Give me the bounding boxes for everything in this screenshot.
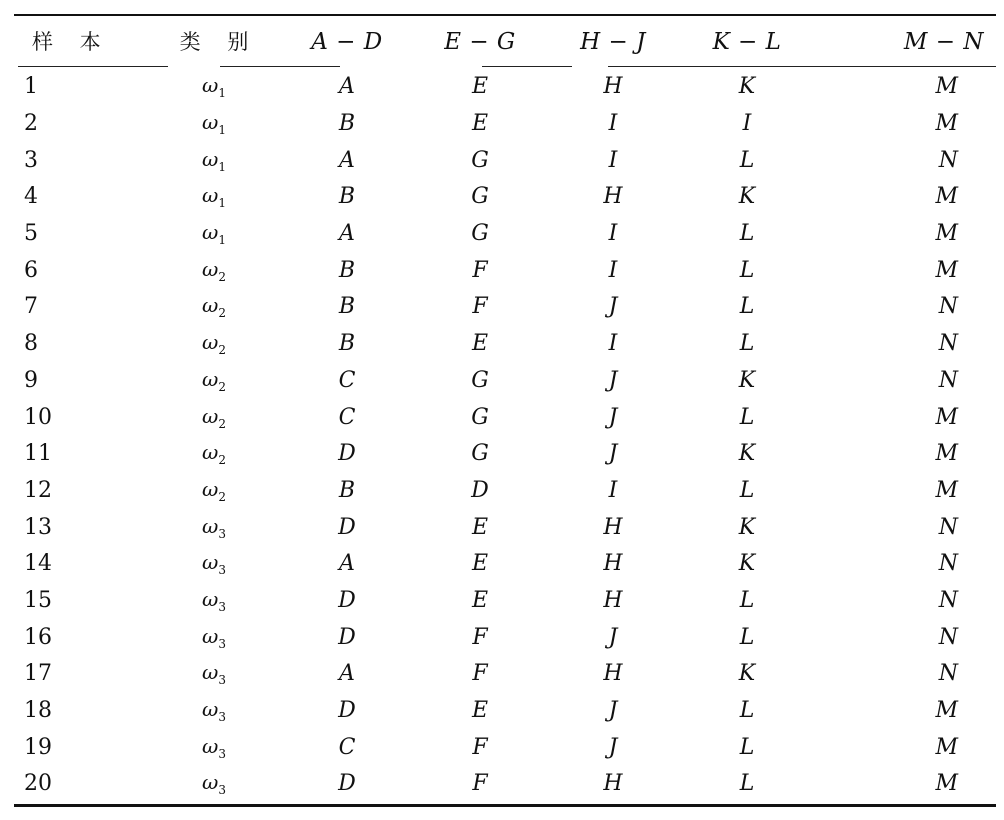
table-row [14, 216, 996, 253]
sample-cell: 2 [24, 111, 38, 137]
class-index: 3 [218, 599, 226, 614]
ad-cell: A [339, 551, 355, 577]
eg-cell: G [471, 221, 489, 247]
class-symbol: ω [202, 770, 219, 795]
hj-cell: I [608, 147, 618, 173]
class-symbol: ω [202, 146, 219, 171]
ad-cell: B [338, 331, 356, 357]
class-cell [148, 295, 280, 319]
eg-cell: E [471, 74, 489, 100]
kl-cell: L [739, 587, 755, 613]
ad-cell: A [339, 221, 355, 247]
class-symbol: ω [202, 660, 219, 685]
mn-cell: N [938, 367, 958, 393]
sample-cell: 16 [24, 624, 52, 650]
class-cell [148, 733, 280, 761]
table-row [14, 363, 996, 400]
ad-cell: A [339, 74, 355, 100]
ad-cell: A [339, 147, 355, 173]
hj-cell: J [608, 698, 618, 724]
eg-cell: F [472, 624, 488, 650]
class-cell [148, 442, 280, 466]
class-cell [148, 256, 280, 284]
ad-cell: D [338, 771, 356, 797]
class-symbol: ω [202, 293, 219, 318]
kl-cell: K [738, 367, 756, 393]
class-cell [148, 772, 280, 796]
mn-cell: N [938, 551, 958, 577]
hj-cell: H [603, 514, 623, 540]
kl-cell: L [739, 698, 755, 724]
ad-cell: C [338, 734, 356, 760]
class-cell [148, 146, 280, 174]
kl-cell: K [738, 74, 756, 100]
class-index: 3 [218, 526, 226, 541]
sample-cell: 12 [24, 477, 52, 503]
kl-cell: L [739, 294, 755, 320]
table-row [14, 69, 996, 106]
class-index: 1 [218, 86, 226, 101]
sample-cell: 1 [24, 74, 38, 100]
mn-cell: N [938, 147, 958, 173]
hj-cell: J [608, 294, 618, 320]
sample-cell: 13 [24, 514, 52, 540]
class-symbol: ω [202, 366, 219, 391]
class-symbol: ω [202, 550, 219, 575]
mn-cell: M [935, 221, 958, 247]
table-row [14, 289, 996, 326]
ad-cell: C [338, 367, 356, 393]
sample-cell: 4 [24, 184, 38, 210]
class-index: 2 [218, 379, 226, 394]
sample-cell: 5 [24, 221, 38, 247]
eg-cell: F [472, 257, 488, 283]
sample-cell: 14 [24, 551, 52, 577]
table-row [14, 142, 996, 179]
table-row [14, 729, 996, 766]
table-row [14, 473, 996, 510]
class-symbol: ω [202, 403, 219, 428]
hj-cell: J [608, 441, 618, 467]
class-index: 1 [218, 159, 226, 174]
ad-cell: B [338, 184, 356, 210]
hj-cell: I [608, 477, 618, 503]
hj-cell: I [608, 257, 618, 283]
header-sample: 样 本 [32, 29, 111, 54]
ad-cell: A [339, 661, 355, 687]
sample-cell: 11 [24, 441, 52, 467]
hj-cell: J [608, 404, 618, 430]
header-e-g: E − G [444, 28, 516, 55]
ad-cell: B [338, 257, 356, 283]
mn-cell: M [935, 111, 958, 137]
header-rule-right [608, 66, 996, 67]
eg-cell: E [471, 551, 489, 577]
sample-attribute-table [14, 0, 996, 820]
mn-cell: M [935, 184, 958, 210]
class-cell [148, 75, 280, 99]
header-m-n: M − N [903, 28, 984, 55]
sample-cell: 10 [24, 404, 52, 430]
class-symbol: ω [202, 256, 219, 281]
hj-cell: H [603, 661, 623, 687]
eg-cell: E [471, 331, 489, 357]
class-symbol: ω [202, 73, 219, 98]
kl-cell: L [739, 477, 755, 503]
ad-cell: D [338, 514, 356, 540]
hj-cell: I [608, 111, 618, 137]
eg-cell: E [471, 514, 489, 540]
eg-cell: F [472, 661, 488, 687]
eg-cell: E [471, 587, 489, 613]
table-row [14, 693, 996, 730]
header-rule-e-g [482, 66, 572, 67]
class-symbol: ω [202, 330, 219, 355]
class-index: 2 [218, 453, 226, 468]
table-top-rule [14, 14, 996, 16]
kl-cell: K [738, 514, 756, 540]
sample-cell: 6 [24, 257, 38, 283]
mn-cell: M [935, 257, 958, 283]
sample-cell: 18 [24, 698, 52, 724]
mn-cell: N [938, 587, 958, 613]
class-index: 1 [218, 196, 226, 211]
class-index: 3 [218, 636, 226, 651]
mn-cell: N [938, 624, 958, 650]
table-row [14, 106, 996, 143]
table-row [14, 583, 996, 620]
class-symbol: ω [202, 110, 219, 135]
class-symbol: ω [202, 513, 219, 538]
class-cell [148, 112, 280, 136]
mn-cell: M [935, 404, 958, 430]
mn-cell: M [935, 771, 958, 797]
class-cell [148, 552, 280, 576]
mn-cell: N [938, 661, 958, 687]
header-rule-sample [18, 66, 168, 67]
class-cell [148, 586, 280, 614]
mn-cell: M [935, 734, 958, 760]
class-index: 1 [218, 233, 226, 248]
hj-cell: J [608, 624, 618, 650]
ad-cell: B [338, 111, 356, 137]
class-symbol: ω [202, 220, 219, 245]
table-row [14, 619, 996, 656]
header-class: 类 别 [179, 29, 259, 54]
class-index: 1 [218, 123, 226, 138]
kl-cell: K [738, 661, 756, 687]
class-symbol: ω [202, 623, 219, 648]
class-symbol: ω [202, 476, 219, 501]
table-row [14, 546, 996, 583]
table-row [14, 326, 996, 363]
table-row [14, 436, 996, 473]
class-symbol: ω [202, 733, 219, 758]
table-body [14, 69, 996, 803]
class-symbol: ω [202, 586, 219, 611]
ad-cell: B [338, 477, 356, 503]
kl-cell: K [738, 441, 756, 467]
header-h-j: H − J [580, 28, 646, 55]
table-row [14, 399, 996, 436]
class-symbol: ω [202, 697, 219, 722]
class-cell [148, 185, 280, 209]
class-symbol: ω [202, 183, 219, 208]
class-symbol: ω [202, 440, 219, 465]
kl-cell: I [742, 111, 752, 137]
kl-cell: L [739, 734, 755, 760]
kl-cell: L [739, 771, 755, 797]
class-cell [148, 366, 280, 394]
header-k-l: K − L [712, 28, 782, 55]
sample-cell: 9 [24, 367, 38, 393]
eg-cell: G [471, 441, 489, 467]
class-cell [148, 222, 280, 246]
class-index: 3 [218, 783, 226, 798]
class-index: 3 [218, 710, 226, 725]
eg-cell: G [471, 147, 489, 173]
hj-cell: J [608, 367, 618, 393]
eg-cell: F [472, 734, 488, 760]
kl-cell: L [739, 257, 755, 283]
class-index: 2 [218, 269, 226, 284]
hj-cell: J [608, 734, 618, 760]
mn-cell: M [935, 74, 958, 100]
eg-cell: G [471, 367, 489, 393]
mn-cell: N [938, 514, 958, 540]
table-row [14, 766, 996, 803]
mn-cell: N [938, 294, 958, 320]
hj-cell: I [608, 331, 618, 357]
eg-cell: D [471, 477, 489, 503]
class-index: 2 [218, 306, 226, 321]
kl-cell: K [738, 551, 756, 577]
class-index: 3 [218, 673, 226, 688]
class-cell [148, 332, 280, 356]
ad-cell: D [338, 624, 356, 650]
ad-cell: D [338, 441, 356, 467]
class-index: 3 [218, 563, 226, 578]
sample-cell: 3 [24, 147, 38, 173]
sample-cell: 20 [24, 771, 52, 797]
kl-cell: K [738, 184, 756, 210]
hj-cell: H [603, 184, 623, 210]
class-index: 2 [218, 489, 226, 504]
ad-cell: D [338, 698, 356, 724]
header-rule-class [220, 66, 340, 67]
class-cell [148, 403, 280, 431]
header-a-d: A − D [311, 28, 383, 55]
mn-cell: M [935, 698, 958, 724]
kl-cell: L [739, 331, 755, 357]
hj-cell: H [603, 551, 623, 577]
kl-cell: L [739, 404, 755, 430]
eg-cell: G [471, 404, 489, 430]
class-index: 3 [218, 746, 226, 761]
class-cell [148, 513, 280, 541]
class-cell [148, 662, 280, 686]
table-row [14, 179, 996, 216]
table-bottom-rule [14, 804, 996, 807]
table-row [14, 509, 996, 546]
class-index: 2 [218, 416, 226, 431]
ad-cell: B [338, 294, 356, 320]
hj-cell: H [603, 587, 623, 613]
sample-cell: 17 [24, 661, 52, 687]
hj-cell: H [603, 771, 623, 797]
eg-cell: F [472, 294, 488, 320]
table-row [14, 252, 996, 289]
table-row [14, 656, 996, 693]
class-cell [148, 699, 280, 723]
hj-cell: I [608, 221, 618, 247]
sample-cell: 8 [24, 331, 38, 357]
sample-cell: 15 [24, 587, 52, 613]
mn-cell: M [935, 477, 958, 503]
eg-cell: E [471, 111, 489, 137]
ad-cell: C [338, 404, 356, 430]
eg-cell: G [471, 184, 489, 210]
mn-cell: M [935, 441, 958, 467]
eg-cell: F [472, 771, 488, 797]
kl-cell: L [739, 147, 755, 173]
kl-cell: L [739, 221, 755, 247]
class-cell [148, 476, 280, 504]
table-header [14, 18, 996, 66]
ad-cell: D [338, 587, 356, 613]
sample-cell: 19 [24, 734, 52, 760]
class-index: 2 [218, 343, 226, 358]
class-cell [148, 623, 280, 651]
sample-cell: 7 [24, 294, 38, 320]
kl-cell: L [739, 624, 755, 650]
eg-cell: E [471, 698, 489, 724]
hj-cell: H [603, 74, 623, 100]
mn-cell: N [938, 331, 958, 357]
